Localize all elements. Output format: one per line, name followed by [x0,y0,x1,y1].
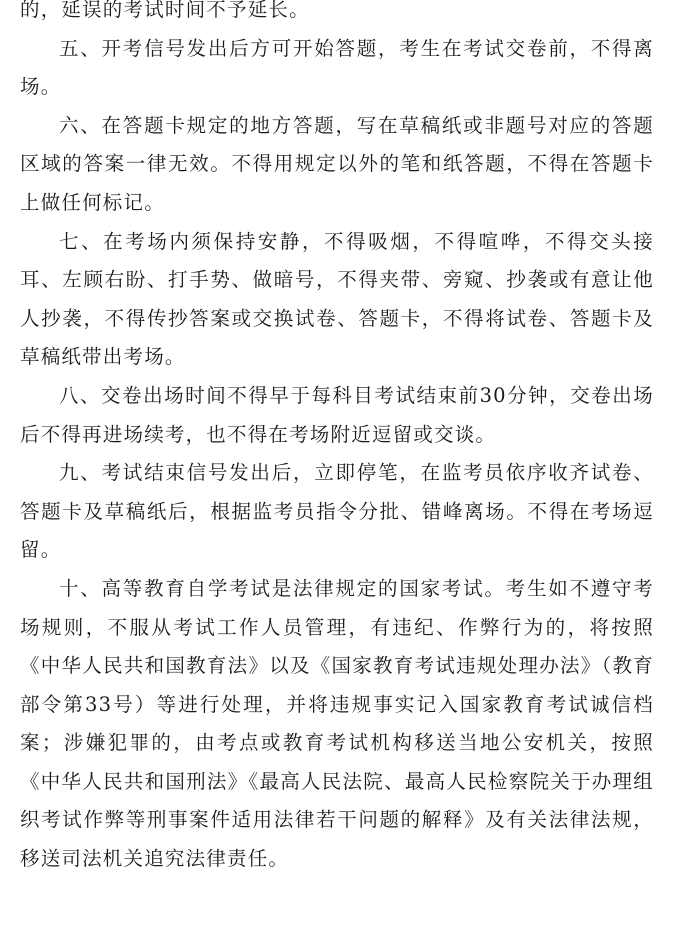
paragraph-rule-8: 八、交卷出场时间不得早于每科目考试结束前30分钟，交卷出场后不得再进场续考，也不得在考场附近逗留或交谈。 [20,383,654,446]
paragraph-rule-6: 六、在答题卡规定的地方答题，写在草稿纸或非题号对应的答题区域的答案一律无效。不得用规定以外的笔和纸答题，不得在答题卡上做任何标记。 [20,113,654,214]
paragraph-rule-10: 十、高等教育自学考试是法律规定的国家考试。考生如不遵守考场规则，不服从考试工作人员管理，有违纪、作弊行为的，将按照《中华人民共和国教育法》以及《国家教育考试违规处理办法》（教育部令第33号）等进行处理，并将违规事实记入国家教育考试诚信档案；涉嫌犯罪的，由考点或教育考试机构移送当地公安机关，按照《中华人民共和国刑法》《最高人民法院、最高人民检察院关于办理组织考试作弊等刑事案件适用法律若干问题的解释》及有关法律法规，移送司法机关追究法律责任。 [20,576,654,871]
paragraph-continuation: 的，延误的考试时间不予延长。 [20,0,310,21]
paragraph-rule-7: 七、在考场内须保持安静，不得吸烟，不得喧哗，不得交头接耳、左顾右盼、打手势、做暗号，不得夹带、旁窥、抄袭或有意让他人抄袭，不得传抄答案或交换试卷、答题卡，不得将试卷、答题卡及草稿纸带出考场。 [20,229,654,369]
paragraph-rule-9: 九、考试结束信号发出后，立即停笔，在监考员依序收齐试卷、答题卡及草稿纸后，根据监考员指令分批、错峰离场。不得在考场逗留。 [20,461,654,562]
paragraph-rule-5: 五、开考信号发出后方可开始答题，考生在考试交卷前，不得离场。 [20,36,654,99]
